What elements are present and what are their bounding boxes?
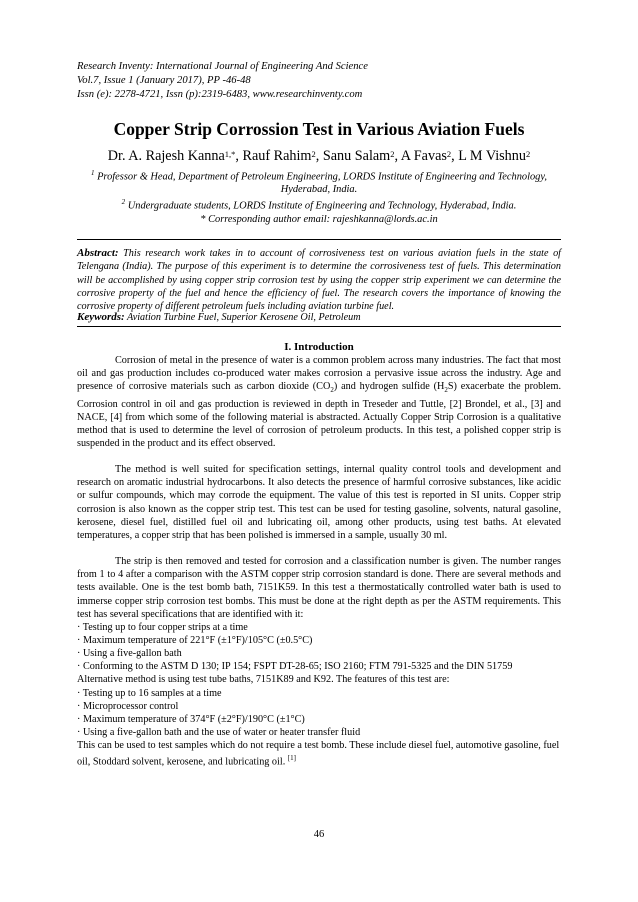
abstract-label: Abstract:: [77, 247, 119, 259]
paragraph-text: ) and hydrogen sulfide (H: [333, 381, 445, 393]
alternative-method-line: Alternative method is using test tube baths, 7151K89 and K92. The features of this test are:: [77, 674, 450, 686]
paragraph-3: The strip is then removed and tested for corrosion and a classification number is given. The number ranges from 1 to 4 after a comparison with the ASTM copper strip corrosion standard is done. There are several methods and tests available. One is the test bomb bath, 7151K59. In this test a thermostatically controlled water bath is used to immerse copper strip corrosion test bombs. This must be done at the right depth as per the ASTM requirements. This test has several specifications that are identified with it:: [77, 556, 561, 620]
keywords-label: Keywords:: [77, 311, 125, 323]
paragraph-1: [77, 354, 561, 450]
page-number: 46: [313, 829, 325, 840]
author-affiliation-mark: 2: [525, 149, 531, 159]
list-item: · Microprocessor control: [77, 700, 179, 712]
affiliation-text: Undergraduate students, LORDS Institute of Engineering and Technology, Hyderabad, India.: [125, 200, 517, 212]
keywords-text: Aviation Turbine Fuel, Superior Kerosene Oil, Petroleum: [124, 312, 361, 323]
author-affiliation-mark: 2: [446, 149, 452, 159]
section-heading-introduction: I. Introduction: [284, 341, 354, 353]
author-list: [0, 147, 638, 165]
introduction-body: [77, 354, 561, 769]
journal-header: [77, 60, 577, 102]
affiliation-1: [77, 167, 561, 196]
abstract: [77, 247, 561, 313]
author-name: , Rauf Rahim: [235, 148, 312, 164]
paragraph-text: Corrosion of metal in the presence of water is a common problem across many industries. The fact that most oil and gas production includes co-produced water makes corrosion a pervasive issue across the industry. Age and presence of corrosive materials such as carbon dioxide (CO: [77, 355, 561, 393]
list-item: · Testing up to four copper strips at a time: [77, 621, 248, 633]
author-affiliation-mark: 2: [311, 149, 316, 159]
journal-volume: Vol.7, Issue 1 (January 2017), PP -46-48: [77, 75, 251, 86]
journal-issn: Issn (e): 2278-4721, Issn (p):2319-6483, www.researchinventy.com: [77, 89, 363, 100]
paragraph-text: This can be used to test samples which do not require a test bomb. These include diesel fuel, automotive gasoline, fuel oil, Stoddard solvent, kerosene, and lubricating oil.: [77, 740, 560, 768]
paper-title: Copper Strip Corrossion Test in Various Aviation Fuels: [113, 119, 525, 139]
affiliations: [77, 167, 561, 226]
list-item: · Using a five-gallon bath: [77, 648, 182, 660]
paragraph-text: S) exacerbate the problem. Corrosion control in oil and gas production is reviewed in depth in Treseder and Tuttle, [2] Brondel, et al., [3] and NACE, [4] from which some of the following material is abstracted. Actually Copper Strip Corrosion is a qualitative method that is used to determine the level of corrosion of petroleum products. In this test, a polished copper strip is suspended in the product and its effect observed.: [77, 381, 562, 449]
closing-paragraph: [77, 739, 561, 769]
author-name: , L M Vishnu: [451, 148, 526, 164]
list-item: · Conforming to the ASTM D 130; IP 154; FSPT DT-28-65; ISO 2160; FTM 791-5325 and the DIN 51759: [77, 661, 513, 673]
subscript: 2: [330, 386, 334, 395]
abstract-bottom-rule: [77, 326, 561, 327]
subscript: 2: [444, 386, 448, 395]
affiliation-2: [77, 196, 561, 212]
journal-name: Research Inventy: International Journal of Engineering And Science: [77, 61, 368, 72]
affiliation-mark: 2: [121, 198, 126, 207]
author-name: , A Favas: [394, 148, 447, 164]
citation-reference: [1]: [287, 754, 296, 763]
list-item: · Using a five-gallon bath and the use of water or heater transfer fluid: [77, 727, 361, 739]
list-item: · Maximum temperature of 374°F (±2°F)/190°C (±1°C): [77, 713, 305, 725]
abstract-text: This research work takes in to account of corrosiveness test on various aviation fuels in the state of Telengana (India). The purpose of this experiment is to determine the corrosiveness test of fuels. This determination will be accomplished by using copper strip corrosion test by using the copper strip experiment we can determine the corrosive property of the fuel and hence the efficiency of fuel. The research covers the importance of knowing the corrosive property of different petroleum fuels including aviation turbine fuel.: [77, 248, 561, 313]
paragraph-2: The method is well suited for specification settings, internal quality control tools and development and research on aromatic industrial hydrocarbons. It also detects the presence of harmful corrosive substances, like acidic or sulfur compounds, which may corrode the equipment. The value of this test is reported in SI units. Copper strip corrosion is also known as the copper strip test. This test can be used for testing gasoline, solvents, natural gasoline, kerosene, diesel fuel, distilled fuel oil and lubricating oil, among other products, using test baths. At elevated temperatures, a copper strip that has been polished is immersed in a sample, usually 30 ml.: [77, 464, 561, 541]
author-affiliation-mark: 1,*: [224, 149, 236, 159]
author-name: Dr. A. Rajesh Kanna: [107, 148, 225, 164]
author-affiliation-mark: 2: [390, 149, 395, 159]
list-item: · Testing up to 16 samples at a time: [77, 687, 222, 699]
affiliation-text: Professor & Head, Department of Petroleum Engineering, LORDS Institute of Engineering and Technology, Hyderabad, India.: [94, 171, 548, 196]
corresponding-author: * Corresponding author email: rajeshkanna@lords.ac.in: [200, 213, 438, 225]
list-item: · Maximum temperature of 221°F (±1°F)/105°C (±0.5°C): [77, 635, 313, 646]
author-name: , Sanu Salam: [315, 148, 391, 164]
keywords: [77, 311, 561, 324]
abstract-top-rule: [77, 239, 561, 240]
affiliation-mark: 1: [90, 169, 95, 177]
